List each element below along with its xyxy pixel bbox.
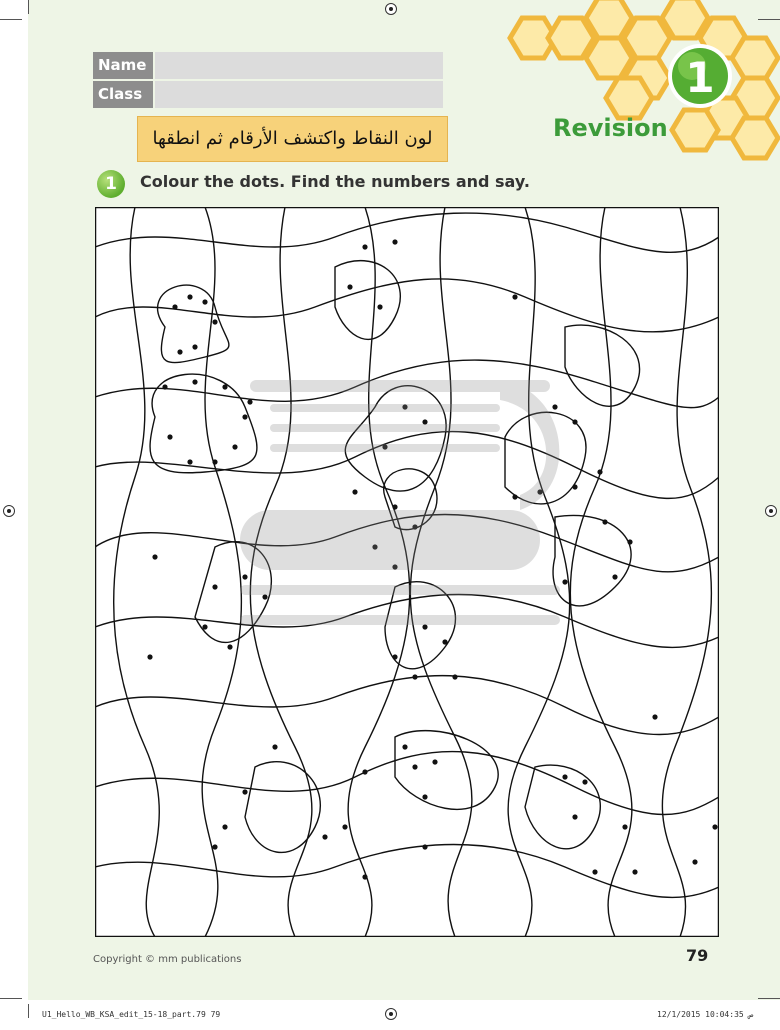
exercise-instruction: Colour the dots. Find the numbers and say. [140, 172, 530, 191]
name-field[interactable] [155, 52, 443, 79]
print-slug-right: 12/1/2015 10:04:35 ص [657, 1010, 754, 1019]
registration-mark-icon [765, 505, 777, 517]
print-slug-left: U1_Hello_WB_KSA_edit_15-18_part.79 79 [42, 1010, 221, 1019]
exercise-number-badge: 1 [97, 170, 125, 198]
unit-number: 1 [685, 53, 715, 102]
name-class-box [93, 52, 443, 110]
name-label: Name [93, 52, 153, 79]
copyright-text: Copyright © mm publications [93, 954, 242, 965]
crop-mark [28, 1004, 29, 1018]
watermark-logo [220, 380, 580, 640]
page-number: 79 [686, 946, 709, 965]
crop-mark [0, 19, 22, 20]
crop-mark [0, 998, 22, 999]
crop-mark [28, 0, 29, 14]
registration-mark-icon [385, 1008, 397, 1020]
name-row [93, 52, 443, 79]
registration-mark-icon [385, 3, 397, 15]
crop-mark [758, 998, 780, 999]
unit-title: Revision [553, 114, 668, 142]
arabic-instruction: لون النقاط واكتشف الأرقام ثم انطقها [137, 116, 448, 162]
class-field[interactable] [155, 81, 443, 108]
honeycomb-decoration [496, 0, 780, 170]
class-row [93, 81, 443, 108]
registration-mark-icon [3, 505, 15, 517]
class-label: Class [93, 81, 153, 108]
